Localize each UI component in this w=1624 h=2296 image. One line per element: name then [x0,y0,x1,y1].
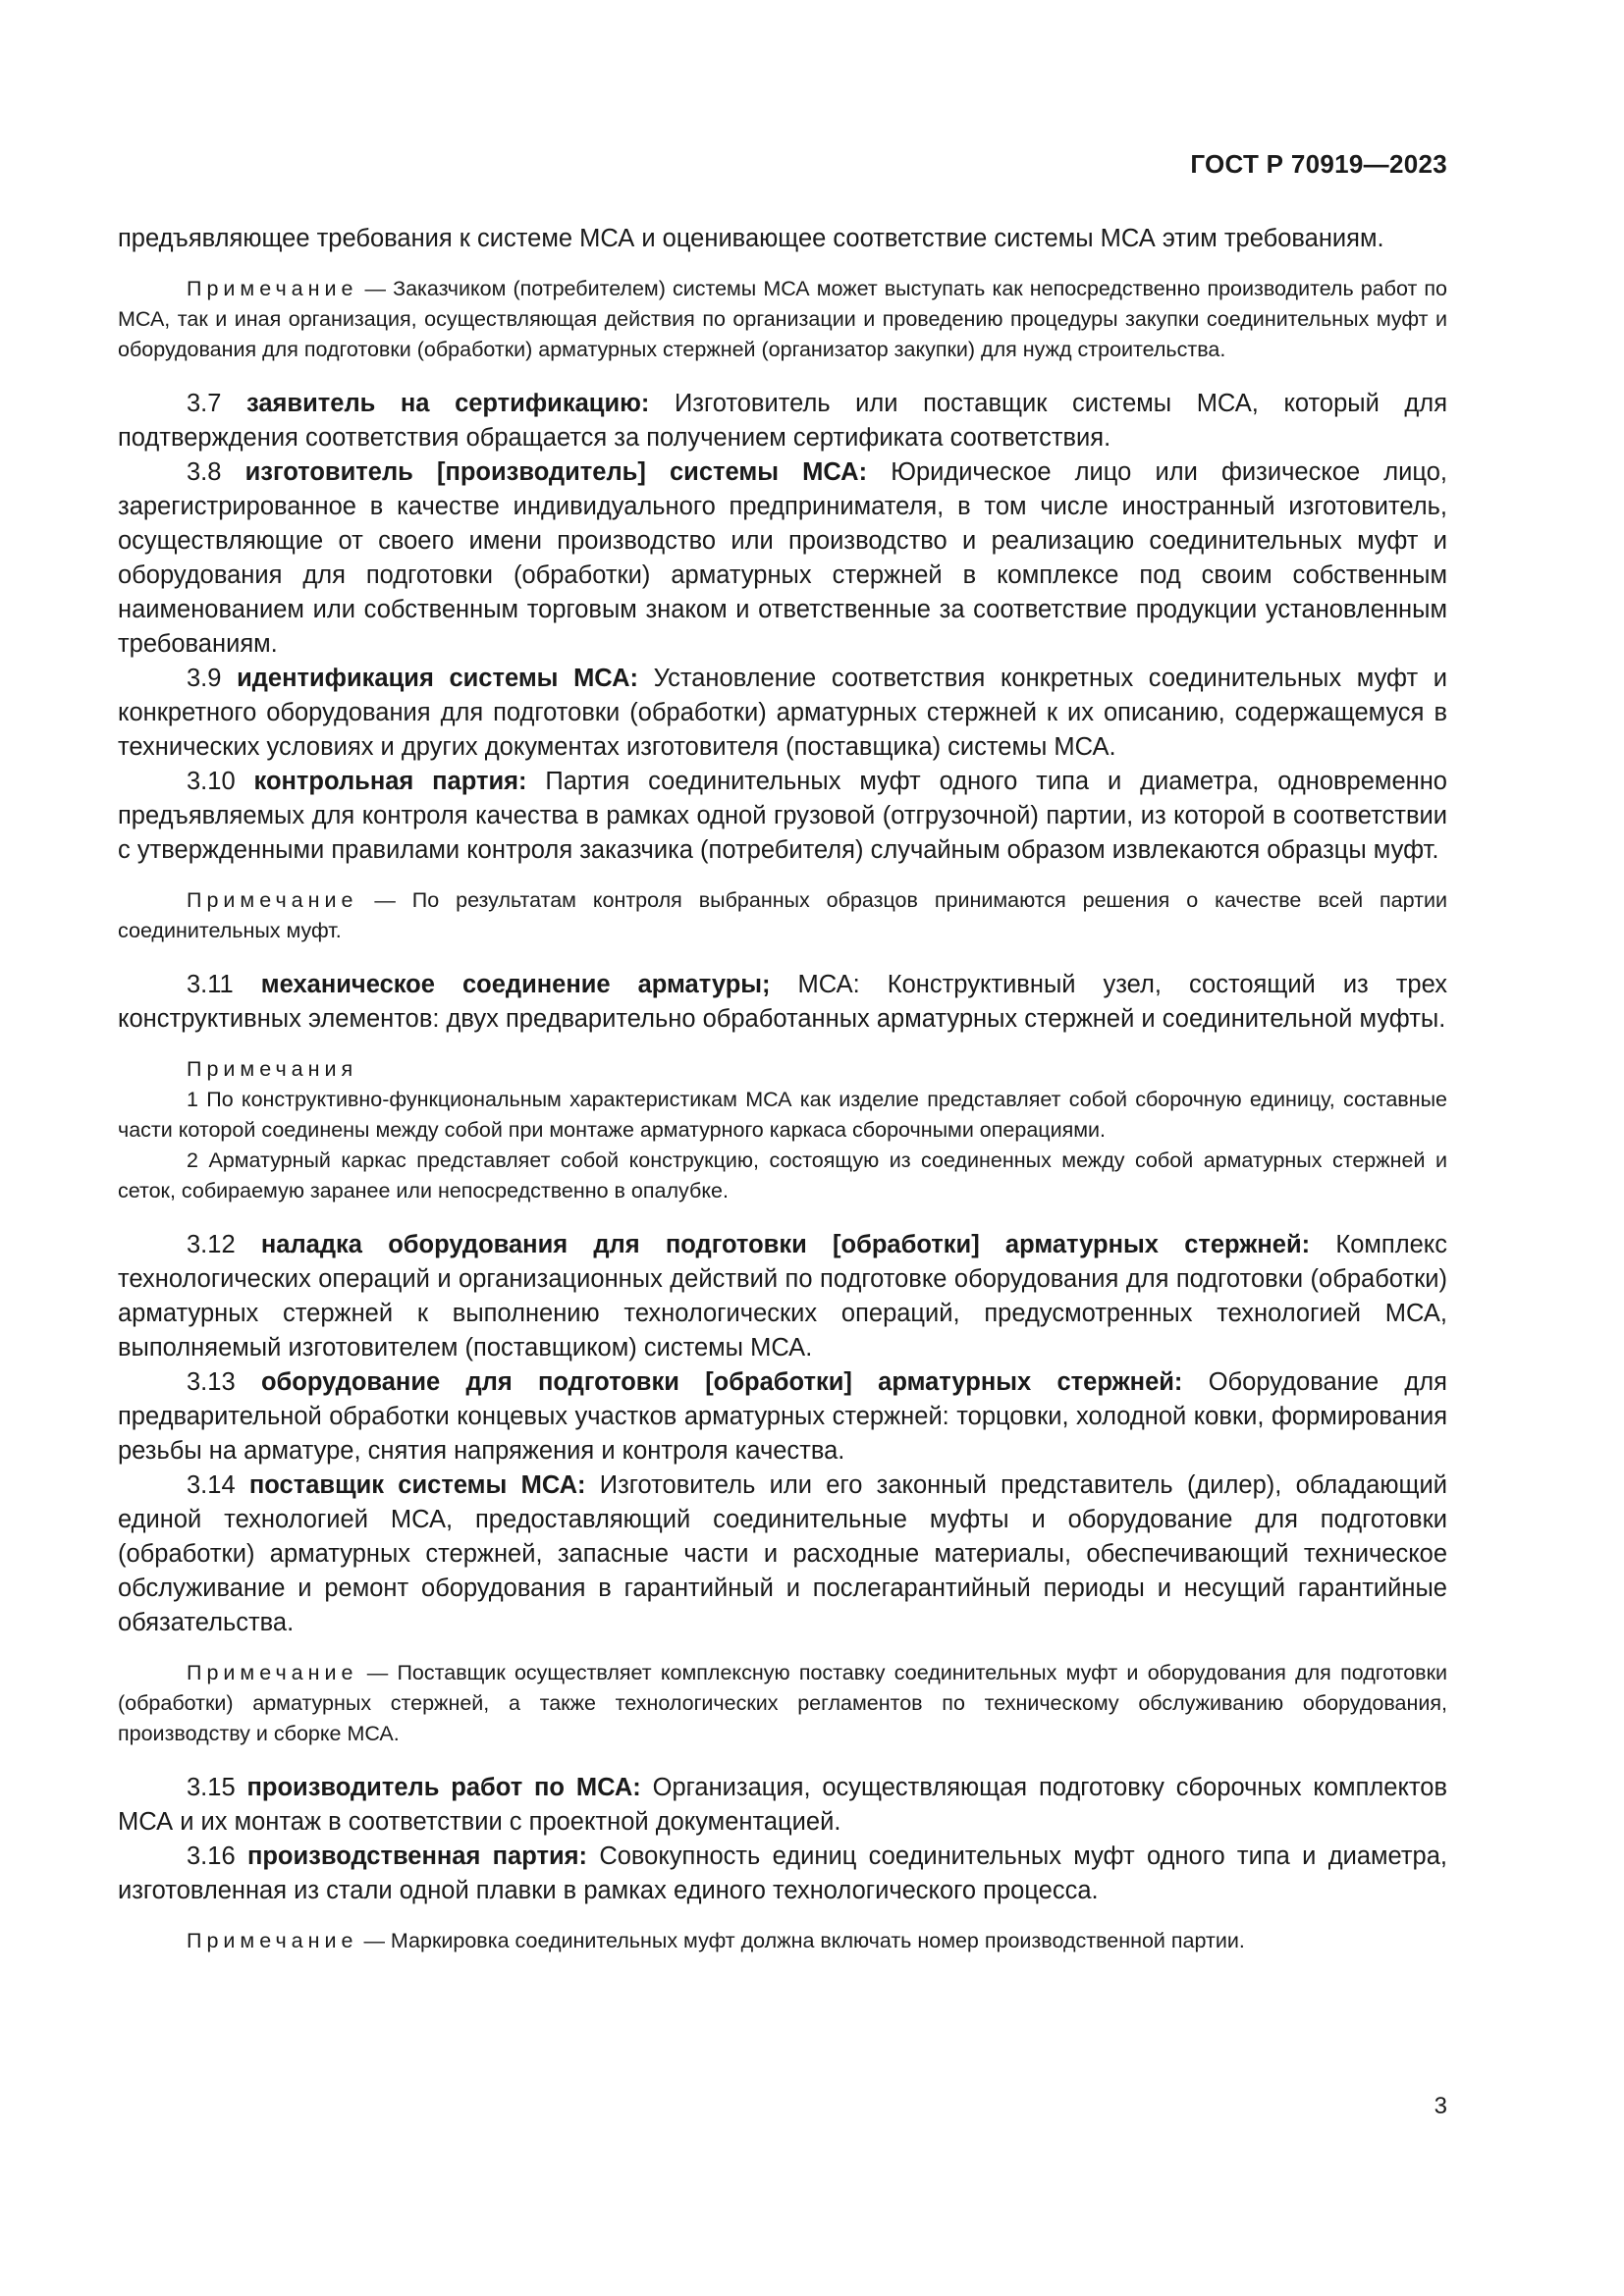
note-text: — Маркировка соединительных муфт должна включать номер производственной партии. [363,1929,1245,1952]
note-label: Примечание [187,1661,358,1684]
note-item-1: 1 По конструктивно-функциональным характеристикам МСА как изделие представляет собой сборочную единицу, составные части которой соединены между собой при монтаже арматурного каркаса сборочными операциями. [118,1088,1447,1142]
term-3-8 [118,455,1447,662]
term-number: 3.9 [187,665,222,692]
term-number: 3.14 [187,1471,236,1499]
intro-paragraph: предъявляющее требования к системе МСА и оценивающее соответствие системы МСА этим требованиям. [118,225,1384,252]
document-header: ГОСТ Р 70919—2023 [1190,149,1447,179]
term-3-13 [118,1365,1447,1468]
term-number: 3.11 [187,971,234,998]
term-definition: Установление соответствия конкретных соединительных муфт и конкретного оборудования для подготовки (обработки) арматурных стержней к их описанию, содержащемуся в технических условиях и других документах изготовителя (поставщика) системы МСА. [118,665,1447,761]
term-definition: Оборудование для предварительной обработки концевых участков арматурных стержней: торцовки, холодной ковки, формирования резьбы на арматуре, снятия напряжения и контроля качества. [118,1368,1447,1465]
notes-heading [118,1054,1447,1085]
term-number: 3.8 [187,458,222,486]
note-control-batch [118,885,1447,946]
document-body [118,222,1447,1956]
note-label: Примечание [187,1929,358,1952]
term-title: заявитель на сертификацию: [246,390,650,417]
term-title: контрольная партия: [253,768,527,795]
term-definition: Организация, осуществляющая подготовку сборочных комплектов МСА и их монтаж в соответствии с проектной документацией. [118,1774,1448,1836]
term-definition: Партия соединительных муфт одного типа и диаметра, одновременно предъявляемых для контроля качества в рамках одной грузовой (отгрузочной) партии, из которой в соответствии с утвержденными правилами контроля заказчика (потребителя) случайным образом извлекаются образцы муфт. [118,768,1447,864]
term-title: производитель работ по МСА: [246,1774,641,1801]
notes-label: Примечания [187,1057,358,1081]
term-3-15 [118,1771,1447,1840]
term-definition: Комплекс технологических операций и организационных действий по подготовке оборудования для подготовки (обработки) арматурных стержней к выполнению технологических операций, предусмотренных технологией МСА, выполняемый изготовителем (поставщиком) системы МСА. [118,1231,1447,1362]
term-3-16 [118,1840,1447,1908]
page-number: 3 [1434,2093,1447,2119]
term-3-12 [118,1228,1447,1365]
note-supplier [118,1658,1447,1749]
term-title: оборудование для подготовки [обработки] арматурных стержней: [260,1368,1183,1396]
term-definition: Юридическое лицо или физическое лицо, зарегистрированное в качестве индивидуального предпринимателя, в том числе иностранный изготовитель, осуществляющие от своего имени производство или производство и реализацию соединительных муфт и оборудования для подготовки (обработки) арматурных стержней в комплексе под своим собственным наименованием или собственным торговым знаком и ответственные за соответствие продукции установленным требованиям. [118,458,1447,658]
note-item-2: 2 Арматурный каркас представляет собой конструкцию, состоящую из соединенных между собой арматурных стержней и сеток, собираемую заранее или непосредственно в опалубке. [118,1148,1447,1202]
term-title: поставщик системы МСА: [248,1471,586,1499]
term-3-7 [118,387,1447,455]
term-3-11 [118,968,1447,1037]
note-text: — По результатам контроля выбранных образцов принимаются решения о качестве всей партии соединительных муфт. [118,888,1447,942]
note-text: — Заказчиком (потребителем) системы МСА может выступать как непосредственно производитель работ по МСА, так и иная организация, осуществляющая действия по организации и проведению процедуры закупки соединительных муфт и оборудования для подготовки (обработки) арматурных стержней (организатор закупки) для нужд строительства. [118,277,1447,361]
term-title: производственная партия: [246,1842,588,1870]
note-text: — Поставщик осуществляет комплексную поставку соединительных муфт и оборудования для подготовки (обработки) арматурных стержней, а также технологических регламентов по техническому обслуживанию оборудования, производству и сборке МСА. [118,1661,1448,1745]
term-number: 3.12 [187,1231,236,1258]
note-customer [118,274,1447,365]
term-definition: МСА: Конструктивный узел, состоящий из трех конструктивных элементов: двух предварительно обработанных арматурных стержней и соединительной муфты. [118,971,1447,1033]
term-number: 3.13 [187,1368,236,1396]
term-number: 3.15 [187,1774,236,1801]
term-3-14 [118,1468,1447,1640]
term-definition: Совокупность единиц соединительных муфт одного типа и диаметра, изготовленная из стали одной плавки в рамках единого технологического процесса. [118,1842,1447,1904]
note-label: Примечание [187,888,358,912]
term-number: 3.7 [187,390,222,417]
note-marking [118,1926,1447,1956]
term-number: 3.10 [187,768,236,795]
term-3-10 [118,765,1447,868]
term-title: наладка оборудования для подготовки [обработки] арматурных стержней: [260,1231,1311,1258]
term-definition: Изготовитель или его законный представитель (дилер), обладающий единой технологией МСА, предоставляющий соединительные муфты и оборудование для подготовки (обработки) арматурных стержней, запасные части и расходные материалы, обеспечивающий техническое обслуживание и ремонт оборудования в гарантийный и послегарантийный периоды и несущий гарантийные обязательства. [118,1471,1447,1636]
term-3-9 [118,662,1447,765]
term-title: механическое соединение арматуры; [260,971,771,998]
term-number: 3.16 [187,1842,236,1870]
term-definition: Изготовитель или поставщик системы МСА, который для подтверждения соответствия обращается за получением сертификата соответствия. [118,390,1447,452]
term-title: изготовитель [производитель] системы МСА: [244,458,868,486]
note-label: Примечание [187,277,358,300]
term-title: идентификация системы МСА: [237,665,638,692]
